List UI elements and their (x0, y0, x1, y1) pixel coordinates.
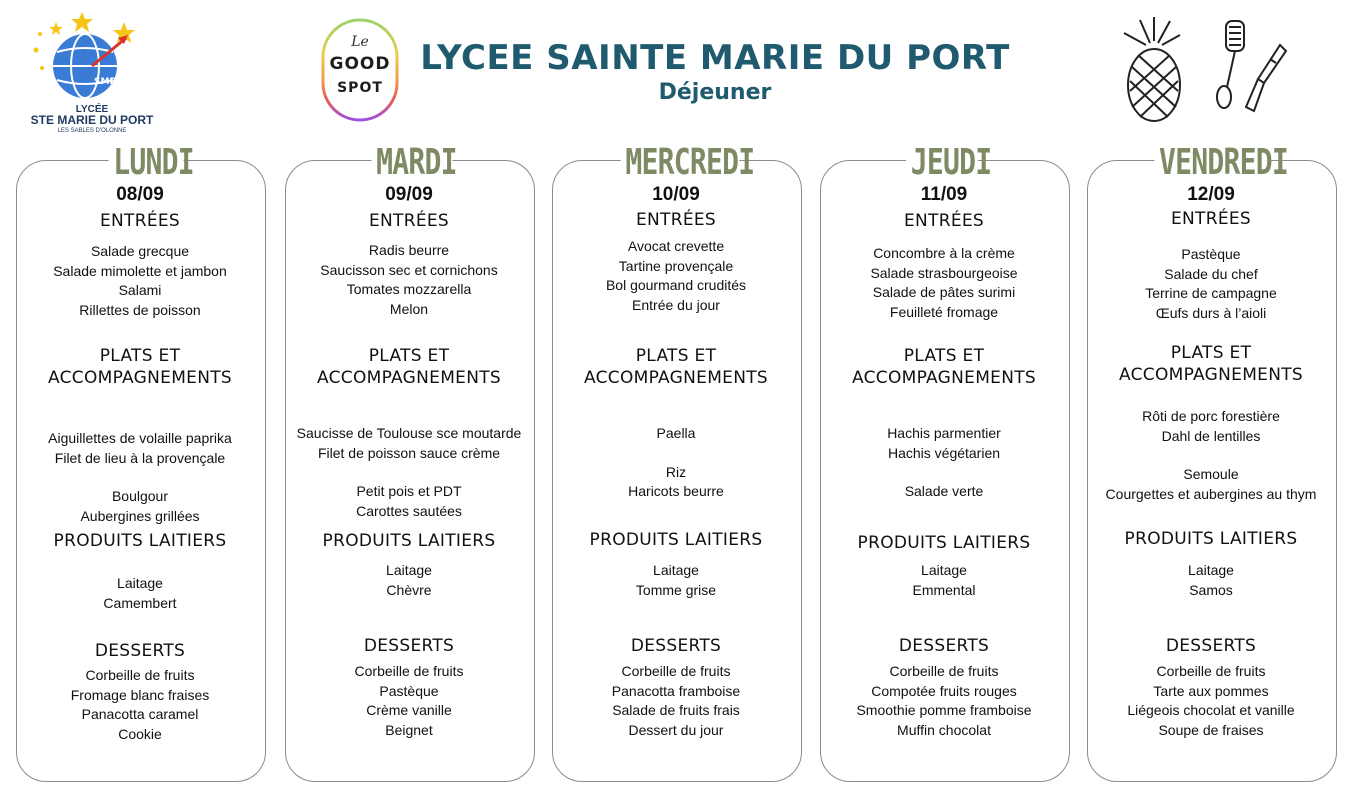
school-caption-1: LYCÉE (75, 104, 109, 115)
menu-item: Aubergines grillées (80, 507, 200, 524)
school-badge: SMP (94, 77, 117, 87)
desserts-list (16, 666, 264, 744)
section-title-entrees: ENTRÉES (1170, 209, 1252, 229)
menu-item: Rillettes de poisson (79, 301, 201, 318)
day-name: VENDREDI (1154, 144, 1269, 182)
section-title-entrees: ENTRÉES (903, 211, 985, 231)
menu-item: Bol gourmand crudités (605, 277, 747, 293)
desserts-list (285, 662, 533, 740)
plats-list (552, 424, 800, 502)
laitiers-list (1087, 561, 1335, 600)
menu-item: Camembert (103, 594, 177, 611)
menu-item: Courgettes et aubergines au thym (1105, 485, 1317, 502)
section-title-plats-line2: ACCOMPAGNEMENTS (851, 368, 1037, 388)
desserts-list (1087, 662, 1335, 740)
menu-item: Boulgour (111, 488, 169, 504)
section-title-laitiers: PRODUITS LAITIERS (322, 531, 496, 551)
section-title-plats-line1: PLATS ET (1170, 343, 1252, 363)
page-subtitle: Déjeuner (658, 80, 772, 105)
section-title-plats-line1: PLATS ET (368, 346, 450, 366)
menu-item: Laitage (921, 562, 967, 578)
day-name: JEUDI (906, 144, 978, 182)
section-title-plats-line1: PLATS ET (635, 346, 717, 366)
section-title-entrees: ENTRÉES (99, 211, 181, 231)
menu-item: Saucisson sec et cornichons (320, 261, 498, 278)
menu-item: Emmental (912, 581, 976, 598)
menu-item: Filet de poisson sauce crème (317, 444, 501, 461)
section-title-desserts: DESSERTS (1165, 636, 1257, 656)
menu-item: Liégeois chocolat et vanille (1127, 702, 1295, 718)
laitiers-list (16, 574, 264, 613)
pineapple-utensils-icon (1110, 15, 1290, 130)
section-title-plats (552, 345, 800, 389)
menu-item: Filet de lieu à la provençale (54, 449, 226, 466)
desserts-list (820, 662, 1068, 740)
menu-item: Panacotta caramel (81, 706, 199, 722)
menu-item: Tarte aux pommes (1153, 682, 1269, 699)
good-spot-logo (320, 18, 400, 122)
menu-item: Compotée fruits rouges (871, 682, 1017, 699)
menu-item: Radis beurre (368, 242, 450, 258)
menu-item: Crème vanille (366, 702, 452, 718)
menu-item: Hachis végétarien (887, 444, 1001, 461)
menu-item: Muffin chocolat (897, 721, 991, 738)
school-caption-2: STE MARIE DU PORT (30, 113, 154, 127)
entrees-list (285, 241, 533, 319)
menu-item: Corbeille de fruits (85, 667, 195, 683)
menu-item: Œufs durs à l’aioli (1155, 304, 1267, 321)
menu-item: Salade de pâtes surimi (872, 284, 1016, 300)
plats-list (820, 424, 1068, 502)
section-title-plats-line2: ACCOMPAGNEMENTS (1118, 365, 1304, 385)
menu-item: Aiguillettes de volaille paprika (48, 430, 232, 446)
menu-item: Hachis parmentier (887, 425, 1001, 441)
section-title-laitiers: PRODUITS LAITIERS (53, 531, 227, 551)
menu-item: Soupe de fraises (1158, 721, 1264, 738)
section-title-laitiers: PRODUITS LAITIERS (857, 533, 1031, 553)
school-caption-3: LES SABLES D'OLONNE (57, 128, 127, 134)
menu-item: Melon (389, 300, 429, 317)
section-title-laitiers: PRODUITS LAITIERS (589, 530, 763, 550)
plats-list (1087, 407, 1335, 504)
menu-item: Petit pois et PDT (356, 483, 462, 499)
spacer (1087, 446, 1335, 465)
menu-item: Tartine provençale (618, 257, 734, 274)
section-title-desserts: DESSERTS (630, 636, 722, 656)
menu-item: Pastèque (1181, 246, 1241, 262)
menu-item: Salade grecque (90, 243, 190, 259)
spacer (820, 463, 1068, 482)
entrees-list (16, 242, 264, 320)
plats-list (285, 424, 533, 521)
desserts-list (552, 662, 800, 740)
menu-item: Haricots beurre (628, 483, 724, 499)
entrees-list (820, 244, 1068, 322)
section-title-entrees: ENTRÉES (635, 210, 717, 230)
menu-item: Feuilleté fromage (889, 303, 999, 320)
section-title-plats-line2: ACCOMPAGNEMENTS (316, 368, 502, 388)
day-name: MERCREDI (621, 144, 740, 182)
entrees-list (1087, 245, 1335, 323)
section-title-plats-line1: PLATS ET (99, 346, 181, 366)
laitiers-list (552, 561, 800, 600)
menu-item: Corbeille de fruits (1156, 663, 1266, 679)
laitiers-list (820, 561, 1068, 600)
menu-item: Salade de fruits frais (612, 702, 740, 718)
school-globe-icon (22, 8, 147, 108)
menu-item: Riz (665, 463, 687, 480)
menu-item: Carottes sautées (356, 502, 462, 519)
school-logo (22, 8, 154, 138)
menu-item: Laitage (117, 575, 163, 591)
section-title-entrees: ENTRÉES (368, 211, 450, 231)
menu-item: Salade mimolette et jambon (53, 262, 227, 279)
menu-item: Saucisse de Toulouse sce moutarde (296, 425, 522, 441)
section-title-plats-line2: ACCOMPAGNEMENTS (583, 368, 769, 388)
laitiers-list (285, 561, 533, 600)
menu-item: Samos (1189, 581, 1233, 598)
section-title-plats (16, 345, 264, 389)
menu-item: Paella (656, 425, 696, 441)
section-title-laitiers: PRODUITS LAITIERS (1124, 529, 1298, 549)
day-name: LUNDI (109, 144, 184, 182)
day-date: 11/09 (920, 184, 968, 205)
menu-item: Smoothie pomme framboise (856, 702, 1032, 718)
menu-item: Tomates mozzarella (346, 281, 472, 297)
spot-spot: SPOT (337, 80, 383, 96)
section-title-desserts: DESSERTS (898, 636, 990, 656)
menu-item: Corbeille de fruits (621, 663, 731, 679)
menu-item: Chèvre (386, 581, 432, 598)
spacer (552, 444, 800, 463)
spot-le: Le (351, 34, 369, 50)
section-title-plats-line2: ACCOMPAGNEMENTS (47, 368, 233, 388)
menu-item: Rôti de porc forestière (1142, 408, 1280, 424)
menu-item: Semoule (1183, 466, 1239, 482)
section-title-plats (285, 345, 533, 389)
page-title: LYCEE SAINTE MARIE DU PORT (420, 38, 1010, 78)
menu-item: Laitage (1188, 562, 1234, 578)
section-title-desserts: DESSERTS (94, 641, 186, 661)
menu-item: Corbeille de fruits (889, 663, 999, 679)
spot-good: GOOD (329, 54, 391, 74)
menu-item: Salade du chef (1164, 265, 1258, 282)
menu-item: Dahl de lentilles (1161, 427, 1261, 444)
menu-item: Panacotta framboise (611, 682, 741, 699)
menu-item: Terrine de campagne (1145, 285, 1277, 301)
menu-item: Laitage (386, 562, 432, 578)
day-date: 12/09 (1187, 184, 1235, 205)
menu-item: Avocat crevette (627, 238, 725, 254)
section-title-desserts: DESSERTS (363, 636, 455, 656)
menu-item: Salami (118, 282, 162, 298)
day-date: 09/09 (385, 184, 433, 205)
day-date: 10/09 (652, 184, 700, 205)
section-title-plats (820, 345, 1068, 389)
menu-item: Salade strasbourgeoise (870, 264, 1018, 281)
menu-item: Beignet (385, 721, 433, 738)
plats-list (16, 429, 264, 526)
entrees-list (552, 237, 800, 315)
menu-item: Pastèque (379, 682, 439, 699)
day-name: MARDI (371, 144, 452, 182)
menu-item: Concombre à la crème (873, 245, 1015, 261)
menu-item: Corbeille de fruits (354, 663, 464, 679)
menu-item: Salade verte (904, 483, 984, 499)
menu-item: Cookie (118, 725, 162, 742)
menu-item: Tomme grise (635, 581, 717, 598)
menu-item: Fromage blanc fraises (70, 686, 210, 703)
day-date: 08/09 (116, 184, 164, 205)
section-title-plats (1087, 342, 1335, 386)
menu-item: Laitage (653, 562, 699, 578)
menu-item: Dessert du jour (628, 721, 724, 738)
spacer (285, 463, 533, 482)
spacer (16, 468, 264, 487)
menu-item: Entrée du jour (632, 296, 720, 313)
section-title-plats-line1: PLATS ET (903, 346, 985, 366)
